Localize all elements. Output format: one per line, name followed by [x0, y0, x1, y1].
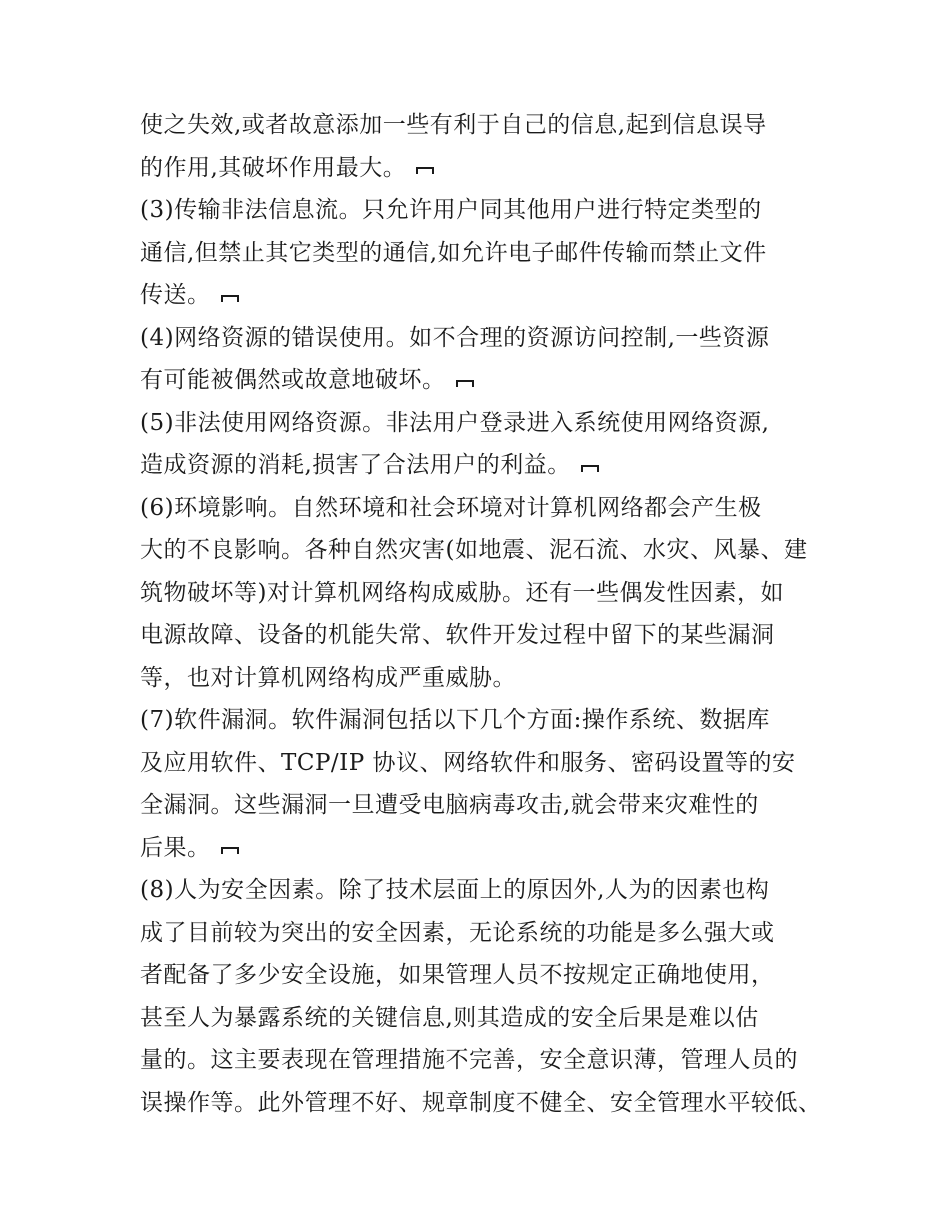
line-text: 等，也对计算机网络构成严重威胁。 — [140, 664, 516, 691]
text-line — [140, 274, 830, 317]
text-line — [140, 529, 830, 572]
line-text: 者配备了多少安全设施，如果管理人员不按规定正确地使用， — [140, 962, 775, 988]
paragraph-mark-icon — [221, 294, 239, 303]
line-text: (7)软件漏洞。软件漏洞包括以下几个方面:操作系统、数据库 — [140, 707, 770, 733]
paragraph-mark-icon — [416, 166, 434, 175]
line-text: 筑物破坏等)对计算机网络构成威胁。还有一些偶发性因素，如 — [140, 579, 784, 606]
line-text: 通信,但禁止其它类型的通信,如允许电子邮件传输而禁止文件 — [140, 239, 767, 266]
line-text: 全漏洞。这些漏洞一旦遭受电脑病毒攻击,就会带来灾难性的 — [140, 792, 759, 818]
line-text: 量的。这主要表现在管理措施不完善，安全意识薄，管理人员的 — [140, 1047, 798, 1073]
text-line — [140, 572, 830, 615]
line-text: (3)传输非法信息流。只允许用户同其他用户进行特定类型的 — [140, 197, 762, 223]
paragraph-mark-icon — [456, 379, 474, 388]
paragraph-mark-icon — [581, 464, 599, 473]
text-line — [140, 104, 830, 147]
text-line — [140, 827, 830, 870]
line-text: 甚至人为暴露系统的关键信息,则其造成的安全后果是难以估 — [140, 1004, 759, 1031]
line-text: 的作用,其破坏作用最大。 — [140, 154, 407, 181]
line-text: 误操作等。此外管理不好、规章制度不健全、安全管理水平较低、 — [140, 1089, 822, 1116]
text-line — [140, 699, 830, 742]
text-line — [140, 1082, 830, 1125]
text-line — [140, 912, 830, 955]
text-line — [140, 444, 830, 487]
text-line — [140, 232, 830, 275]
line-text: (6)环境影响。自然环境和社会环境对计算机网络都会产生极 — [140, 494, 762, 521]
line-text: 造成资源的消耗,损害了合法用户的利益。 — [140, 452, 571, 478]
text-line — [140, 147, 830, 190]
paragraph-mark-icon — [221, 846, 239, 855]
text-line — [140, 869, 830, 912]
text-line — [140, 784, 830, 827]
line-text: 及应用软件、TCP/IP 协议、网络软件和服务、密码设置等的安 — [140, 749, 796, 776]
line-text: 后果。 — [140, 834, 211, 861]
line-text: 成了目前较为突出的安全因素，无论系统的功能是多么强大或 — [140, 919, 775, 946]
text-line — [140, 402, 830, 445]
text-line — [140, 189, 830, 232]
line-text: 传送。 — [140, 282, 211, 308]
text-line — [140, 657, 830, 700]
line-text: (5)非法使用网络资源。非法用户登录进入系统使用网络资源, — [140, 409, 770, 436]
text-line — [140, 997, 830, 1040]
text-line — [140, 614, 830, 657]
text-line — [140, 317, 830, 360]
text-line — [140, 1039, 830, 1082]
text-line — [140, 359, 830, 402]
line-text: 电源故障、设备的机能失常、软件开发过程中留下的某些漏洞 — [140, 622, 775, 648]
text-line — [140, 954, 830, 997]
line-text: 有可能被偶然或故意地破坏。 — [140, 367, 446, 393]
line-text: (8)人为安全因素。除了技术层面上的原因外,人为的因素也构 — [140, 877, 770, 903]
text-line — [140, 487, 830, 530]
document-body — [140, 104, 830, 1124]
line-text: (4)网络资源的错误使用。如不合理的资源访问控制,一些资源 — [140, 324, 770, 351]
line-text: 大的不良影响。各种自然灾害(如地震、泥石流、水灾、风暴、建 — [140, 537, 808, 563]
text-line — [140, 742, 830, 785]
line-text: 使之失效,或者故意添加一些有利于自己的信息,起到信息误导 — [140, 112, 767, 138]
